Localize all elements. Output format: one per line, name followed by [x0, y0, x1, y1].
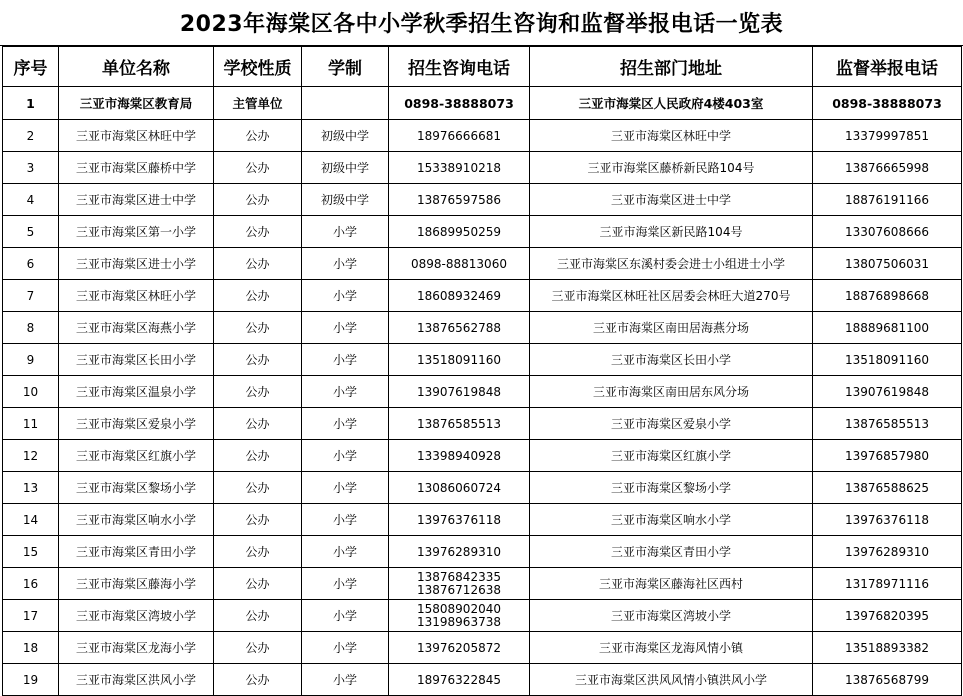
cell-consult-phone: 13086060724: [389, 472, 530, 504]
col-header-unit: 单位名称: [59, 47, 214, 87]
cell-system: [302, 87, 389, 120]
cell-consult-phone: 15338910218: [389, 152, 530, 184]
cell-nature: 公办: [214, 440, 302, 472]
cell-seq: 14: [3, 504, 59, 536]
table-row: [3, 312, 962, 344]
enrollment-table: [2, 46, 962, 696]
cell-unit: 三亚市海棠区林旺小学: [59, 280, 214, 312]
cell-consult-phone: 18976322845: [389, 664, 530, 696]
cell-consult-phone: [389, 568, 530, 600]
cell-nature: 公办: [214, 408, 302, 440]
cell-address: 三亚市海棠区南田居东风分场: [530, 376, 813, 408]
cell-report-phone: 0898-38888073: [813, 87, 962, 120]
cell-system: 初级中学: [302, 152, 389, 184]
cell-consult-phone: 13398940928: [389, 440, 530, 472]
cell-unit: 三亚市海棠区第一小学: [59, 216, 214, 248]
cell-address: 三亚市海棠区爱泉小学: [530, 408, 813, 440]
cell-consult-phone: 13907619848: [389, 376, 530, 408]
cell-consult-phone: 0898-38888073: [389, 87, 530, 120]
cell-system: 初级中学: [302, 184, 389, 216]
cell-address: 三亚市海棠区洪风风情小镇洪风小学: [530, 664, 813, 696]
cell-unit: 三亚市海棠区响水小学: [59, 504, 214, 536]
table-row: [3, 376, 962, 408]
cell-address: 三亚市海棠区黎场小学: [530, 472, 813, 504]
consult-phone-line: 13876712638: [417, 582, 501, 597]
cell-address: 三亚市海棠区长田小学: [530, 344, 813, 376]
col-header-address: 招生部门地址: [530, 47, 813, 87]
cell-seq: 12: [3, 440, 59, 472]
cell-address: 三亚市海棠区青田小学: [530, 536, 813, 568]
table-row: [3, 152, 962, 184]
table-row: [3, 120, 962, 152]
cell-unit: 三亚市海棠区海燕小学: [59, 312, 214, 344]
cell-nature: 公办: [214, 632, 302, 664]
cell-unit: 三亚市海棠区教育局: [59, 87, 214, 120]
cell-nature: 公办: [214, 280, 302, 312]
consult-phone-line: 15808902040: [417, 601, 501, 616]
cell-unit: 三亚市海棠区藤海小学: [59, 568, 214, 600]
table-row: [3, 440, 962, 472]
table-row: [3, 408, 962, 440]
cell-nature: 主管单位: [214, 87, 302, 120]
cell-report-phone: 13876585513: [813, 408, 962, 440]
cell-system: 小学: [302, 376, 389, 408]
cell-system: 小学: [302, 312, 389, 344]
consult-phone-line: 13198963738: [417, 614, 501, 629]
cell-system: 小学: [302, 664, 389, 696]
cell-nature: 公办: [214, 536, 302, 568]
cell-unit: 三亚市海棠区湾坡小学: [59, 600, 214, 632]
cell-address: 三亚市海棠区林旺社区居委会林旺大道270号: [530, 280, 813, 312]
table-row: [3, 536, 962, 568]
cell-seq: 13: [3, 472, 59, 504]
cell-address: 三亚市海棠区新民路104号: [530, 216, 813, 248]
cell-seq: 2: [3, 120, 59, 152]
cell-report-phone: 13907619848: [813, 376, 962, 408]
cell-nature: 公办: [214, 120, 302, 152]
table-row: [3, 472, 962, 504]
cell-report-phone: 13876665998: [813, 152, 962, 184]
cell-system: 小学: [302, 248, 389, 280]
cell-nature: 公办: [214, 376, 302, 408]
page-title: 2023年海棠区各中小学秋季招生咨询和监督举报电话一览表: [0, 0, 963, 46]
table-row: [3, 664, 962, 696]
cell-address: 三亚市海棠区湾坡小学: [530, 600, 813, 632]
cell-consult-phone: 13876585513: [389, 408, 530, 440]
cell-consult-phone: 18976666681: [389, 120, 530, 152]
cell-unit: 三亚市海棠区林旺中学: [59, 120, 214, 152]
cell-report-phone: 13976820395: [813, 600, 962, 632]
consult-phone-line: 13876842335: [417, 569, 501, 584]
cell-address: 三亚市海棠区藤海社区西村: [530, 568, 813, 600]
cell-seq: 18: [3, 632, 59, 664]
cell-consult-phone: 13876597586: [389, 184, 530, 216]
cell-nature: 公办: [214, 568, 302, 600]
cell-nature: 公办: [214, 664, 302, 696]
col-header-nature: 学校性质: [214, 47, 302, 87]
cell-report-phone: 13876568799: [813, 664, 962, 696]
cell-nature: 公办: [214, 600, 302, 632]
cell-seq: 9: [3, 344, 59, 376]
cell-unit: 三亚市海棠区进士小学: [59, 248, 214, 280]
cell-seq: 8: [3, 312, 59, 344]
cell-consult-phone: 13876562788: [389, 312, 530, 344]
cell-consult-phone: 0898-88813060: [389, 248, 530, 280]
cell-consult-phone: [389, 600, 530, 632]
cell-system: 小学: [302, 344, 389, 376]
cell-unit: 三亚市海棠区龙海小学: [59, 632, 214, 664]
cell-seq: 1: [3, 87, 59, 120]
cell-nature: 公办: [214, 344, 302, 376]
cell-nature: 公办: [214, 184, 302, 216]
cell-unit: 三亚市海棠区长田小学: [59, 344, 214, 376]
cell-seq: 6: [3, 248, 59, 280]
header-row: [3, 47, 962, 87]
cell-report-phone: 13976289310: [813, 536, 962, 568]
table-row: [3, 87, 962, 120]
cell-address: 三亚市海棠区红旗小学: [530, 440, 813, 472]
cell-report-phone: 18876898668: [813, 280, 962, 312]
cell-unit: 三亚市海棠区温泉小学: [59, 376, 214, 408]
col-header-system: 学制: [302, 47, 389, 87]
cell-address: 三亚市海棠区东溪村委会进士小组进士小学: [530, 248, 813, 280]
table-row: [3, 248, 962, 280]
cell-nature: 公办: [214, 504, 302, 536]
cell-system: 小学: [302, 472, 389, 504]
cell-consult-phone: 18608932469: [389, 280, 530, 312]
cell-system: 小学: [302, 568, 389, 600]
cell-seq: 7: [3, 280, 59, 312]
cell-seq: 11: [3, 408, 59, 440]
cell-report-phone: 13379997851: [813, 120, 962, 152]
cell-nature: 公办: [214, 312, 302, 344]
cell-address: 三亚市海棠区藤桥新民路104号: [530, 152, 813, 184]
cell-consult-phone: 13518091160: [389, 344, 530, 376]
cell-unit: 三亚市海棠区洪风小学: [59, 664, 214, 696]
table-row: [3, 600, 962, 632]
cell-address: 三亚市海棠区进士中学: [530, 184, 813, 216]
cell-consult-phone: 13976205872: [389, 632, 530, 664]
cell-report-phone: 13518091160: [813, 344, 962, 376]
cell-report-phone: 13807506031: [813, 248, 962, 280]
cell-seq: 10: [3, 376, 59, 408]
cell-seq: 16: [3, 568, 59, 600]
table-row: [3, 216, 962, 248]
cell-consult-phone: 18689950259: [389, 216, 530, 248]
cell-seq: 4: [3, 184, 59, 216]
cell-report-phone: 13976376118: [813, 504, 962, 536]
cell-seq: 3: [3, 152, 59, 184]
cell-unit: 三亚市海棠区红旗小学: [59, 440, 214, 472]
cell-report-phone: 18889681100: [813, 312, 962, 344]
cell-nature: 公办: [214, 472, 302, 504]
cell-address: 三亚市海棠区林旺中学: [530, 120, 813, 152]
cell-system: 小学: [302, 408, 389, 440]
table-row: [3, 184, 962, 216]
cell-nature: 公办: [214, 216, 302, 248]
cell-system: 小学: [302, 216, 389, 248]
table-row: [3, 344, 962, 376]
col-header-seq: 序号: [3, 47, 59, 87]
cell-system: 小学: [302, 600, 389, 632]
table-row: [3, 280, 962, 312]
cell-report-phone: 13518893382: [813, 632, 962, 664]
cell-unit: 三亚市海棠区青田小学: [59, 536, 214, 568]
cell-consult-phone: 13976376118: [389, 504, 530, 536]
cell-address: 三亚市海棠区南田居海燕分场: [530, 312, 813, 344]
cell-address: 三亚市海棠区龙海风情小镇: [530, 632, 813, 664]
cell-nature: 公办: [214, 248, 302, 280]
cell-system: 小学: [302, 440, 389, 472]
cell-report-phone: 13976857980: [813, 440, 962, 472]
cell-address: 三亚市海棠区人民政府4楼403室: [530, 87, 813, 120]
table-row: [3, 504, 962, 536]
cell-nature: 公办: [214, 152, 302, 184]
cell-seq: 17: [3, 600, 59, 632]
cell-system: 初级中学: [302, 120, 389, 152]
cell-system: 小学: [302, 280, 389, 312]
table-row: [3, 568, 962, 600]
cell-system: 小学: [302, 632, 389, 664]
cell-report-phone: 13876588625: [813, 472, 962, 504]
cell-address: 三亚市海棠区响水小学: [530, 504, 813, 536]
cell-unit: 三亚市海棠区进士中学: [59, 184, 214, 216]
cell-report-phone: 13307608666: [813, 216, 962, 248]
cell-report-phone: 13178971116: [813, 568, 962, 600]
cell-unit: 三亚市海棠区藤桥中学: [59, 152, 214, 184]
cell-unit: 三亚市海棠区黎场小学: [59, 472, 214, 504]
cell-unit: 三亚市海棠区爱泉小学: [59, 408, 214, 440]
table-row: [3, 632, 962, 664]
col-header-consult-phone: 招生咨询电话: [389, 47, 530, 87]
cell-consult-phone: 13976289310: [389, 536, 530, 568]
cell-seq: 19: [3, 664, 59, 696]
col-header-report-phone: 监督举报电话: [813, 47, 962, 87]
cell-system: 小学: [302, 536, 389, 568]
cell-report-phone: 18876191166: [813, 184, 962, 216]
cell-seq: 5: [3, 216, 59, 248]
cell-system: 小学: [302, 504, 389, 536]
cell-seq: 15: [3, 536, 59, 568]
